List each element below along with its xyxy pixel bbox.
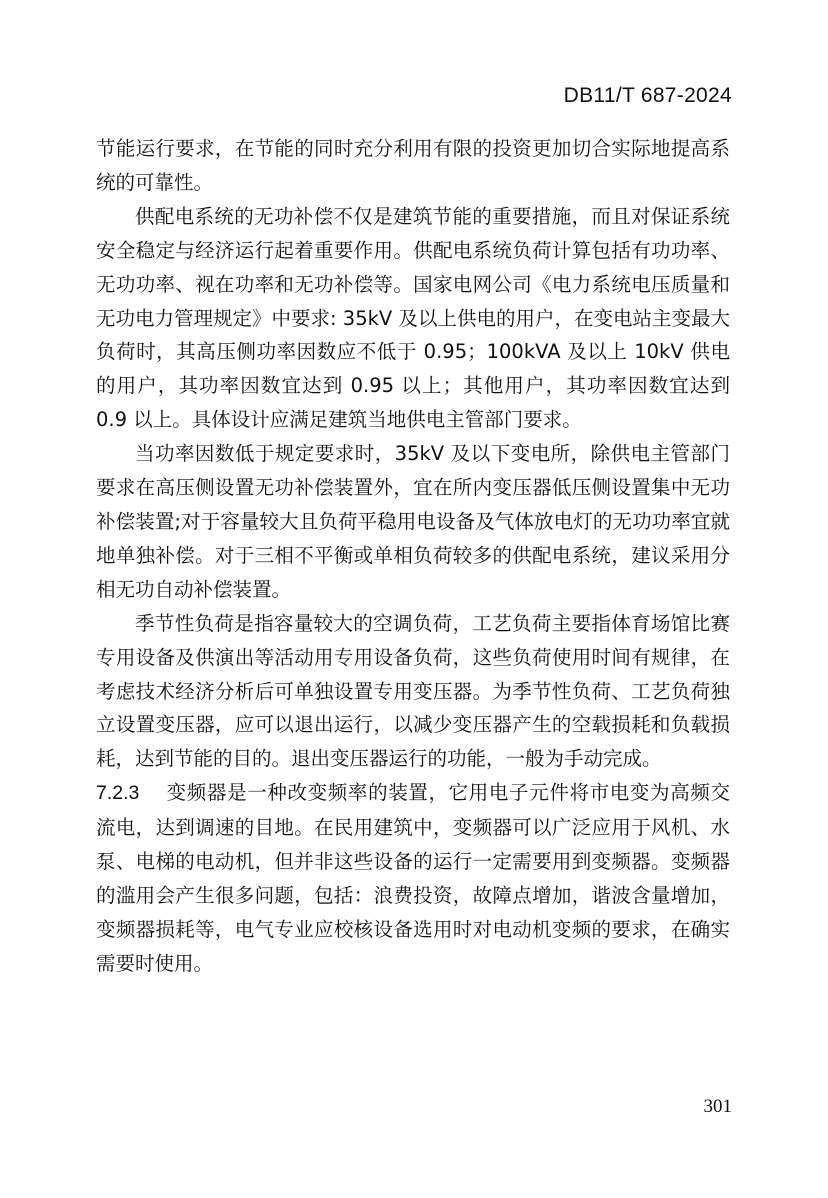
page-number: 301 (703, 1096, 732, 1117)
clause-text: 变频器是一种改变频率的装置，它用电子元件将市电变为高频交流电，达到调速的目地。在民用建筑中，变频器可以广泛应用于风机、水泵、电梯的电动机，但并非这些设备的运行一定需要用到变频器。变频器的滥用会产生很多问题，包括：浪费投资，故障点增加，谐波含量增加，变频器损耗等，电气专业应校核设备选用时对电动机变频的要求，在确实需要时使用。 (96, 781, 730, 975)
paragraph-power-factor: 当功率因数低于规定要求时，35kV 及以下变电所，除供电主管部门要求在高压侧设置无功补偿装置外，宜在所内变压器低压侧设置集中无功补偿装置;对于容量较大且负荷平稳用电设备及气体放电灯的无功功率宜就地单独补偿。对于三相不平衡或单相负荷较多的供配电系统，建议采用分相无功自动补偿装置。 (96, 442, 730, 601)
standard-code: DB11/T 687-2024 (563, 84, 732, 107)
paragraph-continued: 节能运行要求，在节能的同时充分利用有限的投资更加切合实际地提高系统的可靠性。 (96, 137, 730, 194)
body-text (96, 132, 730, 981)
clause-7-2-3 (96, 776, 730, 980)
paragraph-seasonal-load: 季节性负荷是指容量较大的空调负荷，工艺负荷主要指体育场馆比赛专用设备及供演出等活动用专用设备负荷，这些负荷使用时间有规律，在考虑技术经济分析后可单独设置专用变压器。为季节性负荷、工艺负荷独立设置变压器，应可以退出运行，以减少变压器产生的空载损耗和负载损耗，达到节能的目的。退出变压器运行的功能，一般为手动完成。 (96, 611, 730, 771)
paragraph-reactive-compensation: 供配电系统的无功补偿不仅是建筑节能的重要措施，而且对保证系统安全稳定与经济运行起着重要作用。供配电系统负荷计算包括有功功率、无功功率、视在功率和无功补偿等。国家电网公司《电力系统电压质量和无功电力管理规定》中要求: 35kV 及以上供电的用户，在变电站主变最大负荷时，其高压侧功率因数应不低于 0.95；100kVA 及以上 10kV 供电的用户，其功率因数宜达到 0.95 以上；其他用户，其功率因数宜达到 0.9 以上。具体设计应满足建筑当地供电主管部门要求。 (96, 204, 730, 432)
clause-number: 7.2.3 (96, 782, 140, 805)
